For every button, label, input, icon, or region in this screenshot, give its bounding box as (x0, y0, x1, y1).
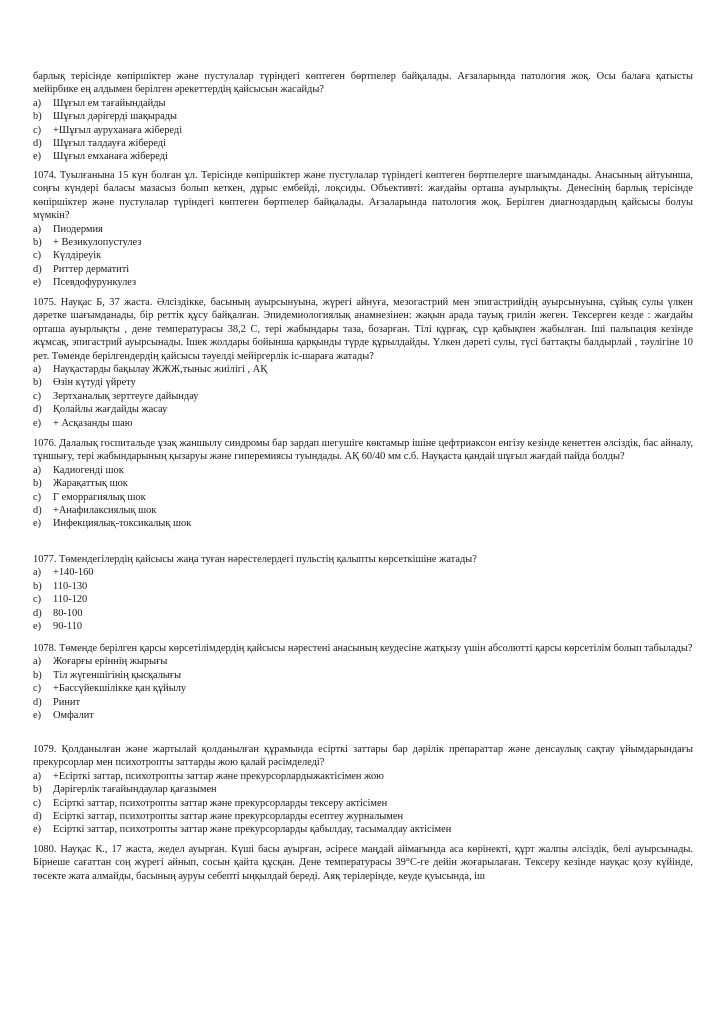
option-e[interactable]: e) + Асқазанды шаю (33, 417, 133, 429)
question-text: барлық терісінде көпіршіктер және пустулалар түріндегі көптеген бөртпелер байқалады. Ағзаларында патология жоқ. Осы балаға қатысты мейірбике ең алдымен берілген әрекеттердің қайсысын жасайды? (33, 71, 693, 96)
question-1074 (33, 169, 693, 290)
question-1073 (33, 70, 693, 164)
question-text: 1077. Төмендегілердің қайсысы жаңа туған нәрестелердегі пульстің қалыпты көрсеткішіне жатады? (33, 554, 477, 565)
option-c[interactable]: c) Зертханалық зерттеуге дайындау (33, 390, 199, 402)
option-d[interactable]: d) Ринит (33, 696, 81, 708)
question-1075 (33, 296, 693, 430)
option-a[interactable]: a) Шұғыл ем тағайындайды (33, 97, 166, 109)
option-d[interactable]: d) Шұғыл талдауға жібереді (33, 138, 166, 150)
option-c[interactable]: c) +Бассүйекшілікке қан құйылу (33, 683, 187, 695)
question-1076 (33, 437, 693, 531)
option-b[interactable]: b) Дәрігерлік тағайындаулар қағазымен (33, 784, 217, 796)
option-d[interactable]: d) Қолайлы жағдайды жасау (33, 404, 168, 416)
option-a[interactable]: a) +Есірткі заттар, психотропты заттар және прекурсорлардыжактісімен жою (33, 770, 384, 782)
option-a[interactable]: a) Науқастарды бақылау ЖЖЖ,тыныс жиілігі , АҚ (33, 364, 268, 376)
option-c[interactable]: c) +Шұғыл ауруханаға жібереді (33, 124, 183, 136)
option-a[interactable]: a) Жоғарғы еріннің жырығы (33, 656, 168, 668)
question-1078 (33, 642, 693, 722)
question-1079 (33, 743, 693, 837)
option-e[interactable]: e) Есірткі заттар, психотропты заттар және прекурсорларды қабылдау, тасымалдау актісімен (33, 824, 452, 836)
option-e[interactable]: e) Псевдофурункулез (33, 277, 137, 289)
option-d[interactable]: d) 80-100 (33, 607, 83, 619)
option-c[interactable]: c) Күлдіреуік (33, 250, 102, 262)
option-b[interactable]: b) Өзін күтуді үйрету (33, 377, 136, 389)
option-e[interactable]: e) Омфалит (33, 710, 94, 722)
question-text: 1076. Далалық госпитальде ұзақ жаншылу синдромы бар зардап шегушіге көктамыр ішіне цефтриаксон енгізу кезінде кенеттен әлсіздік, бас айналу, тұншығу, тері жабындарының қызаруы және гиперемиясы туындады. АҚ 60/40 мм с.б. Науқаста қандай шұғыл жағдай пайда болды? (33, 438, 693, 463)
option-c[interactable]: c) Г еморрагиялық шок (33, 491, 146, 503)
option-c[interactable]: c) Есірткі заттар, психотропты заттар және прекурсорларды тексеру актісімен (33, 797, 388, 809)
question-text: 1078. Төменде берілген қарсы көрсетілімдердің қайсысы нәрестені анасының кеудесіне жатқызу үшін абсолютті қарсы көрсетілім болып табылады? (33, 643, 693, 654)
option-c[interactable]: c) 110-120 (33, 594, 88, 606)
question-1077 (33, 553, 693, 633)
option-a[interactable]: a) Пиодермия (33, 223, 103, 235)
option-d[interactable]: d) Риттер дерматиті (33, 263, 130, 275)
option-b[interactable]: b) Тіл жүгеншігінің қысқалығы (33, 669, 182, 681)
question-1080 (33, 843, 693, 883)
question-text: 1080. Науқас К., 17 жаста, жедел ауырған. Күші басы ауырған, әсіресе маңдай аймағында аса көрінекті, құрт жалпы әлсіздік, белі ауырсынады. Бірнеше сағаттан соң жүрегі айнып, сосын қайта құсқан. Дене температурасы 39°С-ге дейін жоғарылаған. Тексеру кезінде науқас қозу күйінде, төсекте жата алмайды, басының ауруы себепті ыңқылдай береді. Аяқ терілерінде, кеуде қуысында, іш (33, 844, 693, 882)
option-e[interactable]: e) Шұғыл емханаға жібереді (33, 151, 168, 163)
option-e[interactable]: e) Инфекциялық-токсикалық шок (33, 518, 192, 530)
option-b[interactable]: b) + Везикулопустулез (33, 237, 142, 249)
option-d[interactable]: d) Есірткі заттар, психотропты заттар және прекурсорларды есептеу журналымен (33, 811, 404, 823)
question-text: 1074. Туылғанына 15 күн болған ұл. Терісінде көпіршіктер және пустулалар түріндегі көптеген бөртпелерге шағымданады. Анасының айтуынша, соңғы күндері баласы мазасыз болып кеткен, дұрыс ембейді, лоқсиды. Объективті: жағдайы орташа ауырлықты. Денесінің барлық терісінде көпіршіктер және пустулалар түріндегі көптеген бөртпелер байқалады. Ағзаларында патология жоқ. Берілген диагноздардың қайсысы болуы мүмкін? (33, 170, 693, 222)
option-e[interactable]: e) 90-110 (33, 621, 83, 633)
option-a[interactable]: a) Кадиогенді шок (33, 464, 124, 476)
question-text: 1075. Науқас Б, 37 жаста. Әлсіздікке, басының ауырсынуына, жүрегі айнуға, мезогастрий мен эпигастрийдің ауырсынуына, сұйық сулы үлкен дәретке шағымданады, бір реттік құсу байқалған. Эпидемиологиялық анамнезінен: жақын арада тауық грилін жеген. Тексерген кезде : жағдайы орташа ауырлықты , дене температурасы 38,2 С, тері жабындары таза, бозарған. Тілі құрғақ, сұр қабықпен жабылған. Іші пальпация кезінде жұмсақ, эпигастрий ауырсынады. Ішек жолдары бойынша қарқынды түрде құрылдайды. Үлкен дәреті сулы, түсі баттақты балдырлай , тәулігіне 10 рет. Төменде берілгендердің қайсысы тәуелді мейіргерлік іс-шараға жатады? (33, 297, 693, 362)
option-d[interactable]: d) +Анафилаксиялық шок (33, 505, 157, 517)
option-b[interactable]: b) 110-130 (33, 580, 88, 592)
question-text: 1079. Қолданылған және жартылай қолданылған құрамында есірткі заттары бар дәрілік препараттар және денсаулық сақтау ұйымдарындағы прекурсорлар мен психотропты заттарды жою қалай рәсімделеді? (33, 744, 693, 769)
option-a[interactable]: a) +140-160 (33, 567, 94, 579)
option-b[interactable]: b) Жарақаттық шок (33, 478, 128, 490)
option-b[interactable]: b) Шұғыл дәрігерді шақырады (33, 111, 177, 123)
